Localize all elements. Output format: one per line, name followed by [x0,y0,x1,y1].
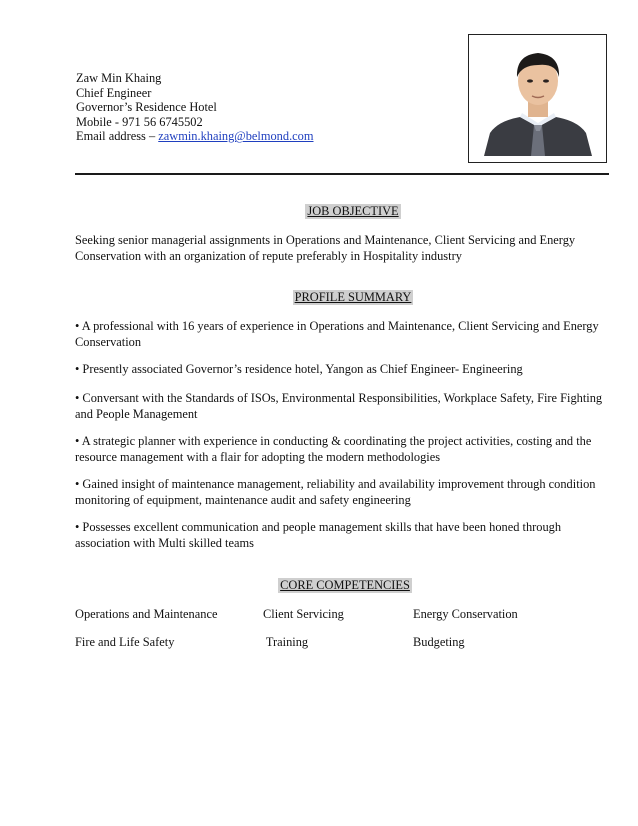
profile-item: • Conversant with the Standards of ISOs, Environmental Responsibilities, Workplace Safety, Fire Fighting and People Management [75,391,603,421]
objective-text: Seeking senior managerial assignments in Operations and Maintenance, Client Servicing and Energy Conservation with an organization of repute preferably in Hospitality industry [75,233,576,263]
profile-summary-title: PROFILE SUMMARY [294,290,412,304]
profile-photo [476,41,599,156]
profile-item: • Gained insight of maintenance management, reliability and availability improvement through condition monitoring of equipment, maintenance audit and safety engineering [75,477,596,507]
job-objective-title: JOB OBJECTIVE [307,204,399,218]
profile-item: • Possesses excellent communication and people management skills that have been honed through association with Multi skilled teams [75,520,562,550]
core-competencies-title: CORE COMPETENCIES [280,578,410,592]
email-label: Email address – [76,129,159,144]
person-name: Zaw Min Khaing [76,71,162,85]
competency-item: Energy Conservation [413,607,518,621]
profile-summary-heading [34,290,638,305]
profile-photo-frame [468,34,607,163]
profile-item: • A professional with 16 years of experience in Operations and Maintenance, Client Servicing and Energy Conservation [75,319,599,349]
competency-item: Budgeting [413,635,465,649]
mobile-number: Mobile - 971 56 6745502 [76,114,203,129]
competency-item: Fire and Life Safety [75,635,175,649]
email-line [76,129,314,144]
job-objective-heading [34,204,638,219]
profile-item: • A strategic planner with experience in conducting & coordinating the project activities, costing and the resource management with a flair for adopting the modern methodologies [75,434,592,464]
core-competencies-heading [26,578,638,593]
employer: Governor’s Residence Hotel [76,100,217,115]
competency-item: Operations and Maintenance [75,607,218,621]
competency-item: Training [263,635,309,649]
email-link[interactable]: zawmin.khaing@belmond.com [158,129,314,144]
competency-item: Client Servicing [263,607,344,621]
header-divider [75,173,609,175]
profile-item: • Presently associated Governor’s residence hotel, Yangon as Chief Engineer- Engineering [75,362,523,376]
job-title: Chief Engineer [76,85,152,100]
contact-header [76,71,314,144]
